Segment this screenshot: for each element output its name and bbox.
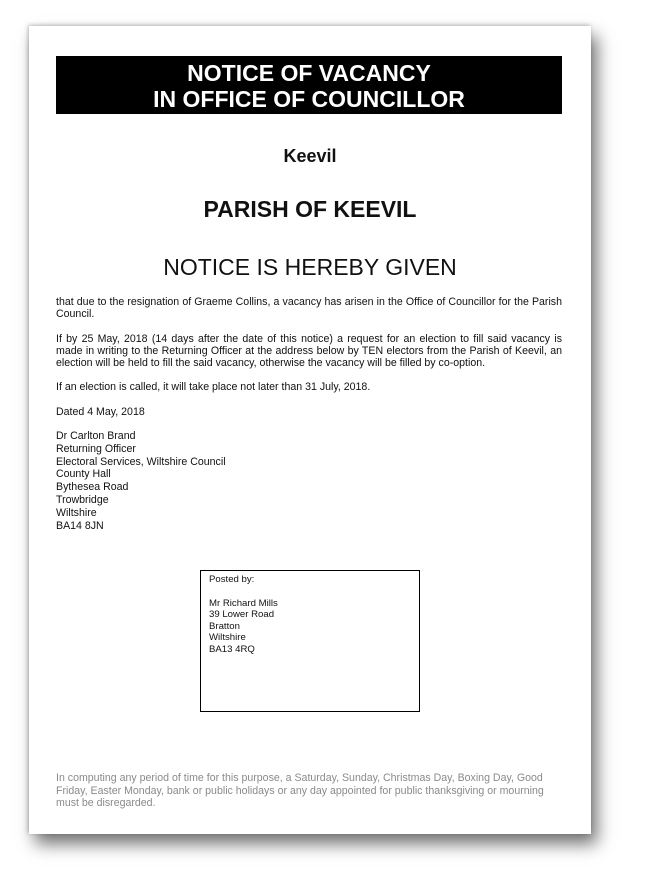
posted-by-line: BA13 4RQ — [209, 643, 255, 655]
dated-line: Dated 4 May, 2018 — [56, 405, 145, 418]
footer-note: In computing any period of time for this purpose, a Saturday, Sunday, Christmas Day, Boxing Day, Good Friday, Easter Monday, bank or public holidays or any day appointed for public thanksgiving or mourning must be disregarded. — [56, 772, 544, 810]
returning-officer-address — [56, 430, 562, 532]
banner-line-1: NOTICE OF VACANCY — [187, 60, 431, 86]
notice-page — [29, 26, 591, 834]
title-banner — [56, 56, 562, 114]
notice-heading: NOTICE IS HEREBY GIVEN — [163, 254, 457, 280]
address-line: BA14 8JN — [56, 519, 104, 532]
address-line: Bythesea Road — [56, 481, 129, 494]
address-line: Returning Officer — [56, 442, 136, 455]
posted-by-line: Wiltshire — [209, 632, 246, 644]
banner-line-2: IN OFFICE OF COUNCILLOR — [153, 86, 465, 112]
address-line: Trowbridge — [56, 494, 109, 507]
election-request-paragraph: If by 25 May, 2018 (14 days after the date of this notice) a request for an election to fill said vacancy is made in writing to the Returning Officer at the address below by TEN electors from the Parish of Keevil, an election will be held to fill the said vacancy, otherwise the vacancy will be filled by co-option. — [56, 332, 562, 370]
posted-by-line: 39 Lower Road — [209, 609, 275, 621]
place-name: Keevil — [283, 146, 337, 166]
notice-body — [56, 296, 562, 532]
posted-by-line: Bratton — [209, 620, 240, 632]
address-line: Dr Carlton Brand — [56, 430, 136, 443]
address-line: County Hall — [56, 468, 111, 481]
posted-by-label: Posted by: — [209, 574, 255, 585]
election-date-paragraph: If an election is called, it will take place not later than 31 July, 2018. — [56, 381, 371, 394]
address-line: Electoral Services, Wiltshire Council — [56, 455, 226, 468]
posted-by-box — [200, 570, 420, 712]
posted-by-line: Mr Richard Mills — [209, 597, 278, 609]
address-line: Wiltshire — [56, 506, 97, 519]
parish-title: PARISH OF KEEVIL — [203, 196, 417, 222]
resignation-paragraph: that due to the resignation of Graeme Collins, a vacancy has arisen in the Office of Councillor for the Parish Council. — [56, 296, 562, 321]
